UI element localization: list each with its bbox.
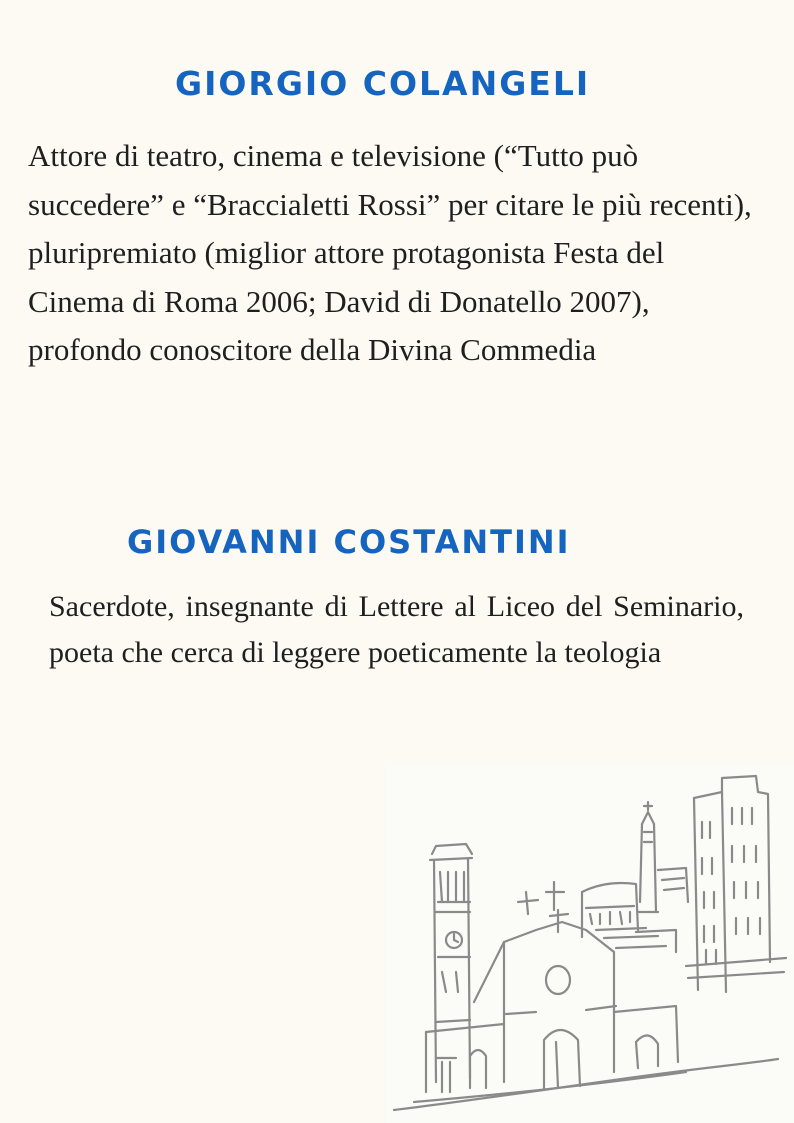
person-name-heading: GIORGIO COLANGELI: [175, 64, 591, 103]
person-bio-paragraph: Sacerdote, insegnante di Lettere al Liceo del Seminario, poeta che cerca di leggere poeticamente la teologia: [49, 590, 744, 669]
person-bio-paragraph: Attore di teatro, cinema e televisione (“Tutto può succedere” e “Braccialetti Rossi” per citare le più recenti), pluripremiato (miglior attore protagonista Festa del Cinema di Roma 2006; David di Donatello 2007), profondo conoscitore della Divina Commedia: [28, 138, 752, 367]
small-building-drawing: [658, 868, 688, 902]
skyscraper-drawing: [686, 776, 786, 992]
bell-tower-drawing: [430, 844, 472, 1082]
arched-building-drawing: [582, 883, 676, 952]
person-name-heading: GIOVANNI COSTANTINI: [127, 523, 571, 561]
church-drawing: [426, 882, 678, 1092]
steeple-drawing: [638, 802, 658, 912]
city-skyline-sketch: [386, 762, 794, 1123]
